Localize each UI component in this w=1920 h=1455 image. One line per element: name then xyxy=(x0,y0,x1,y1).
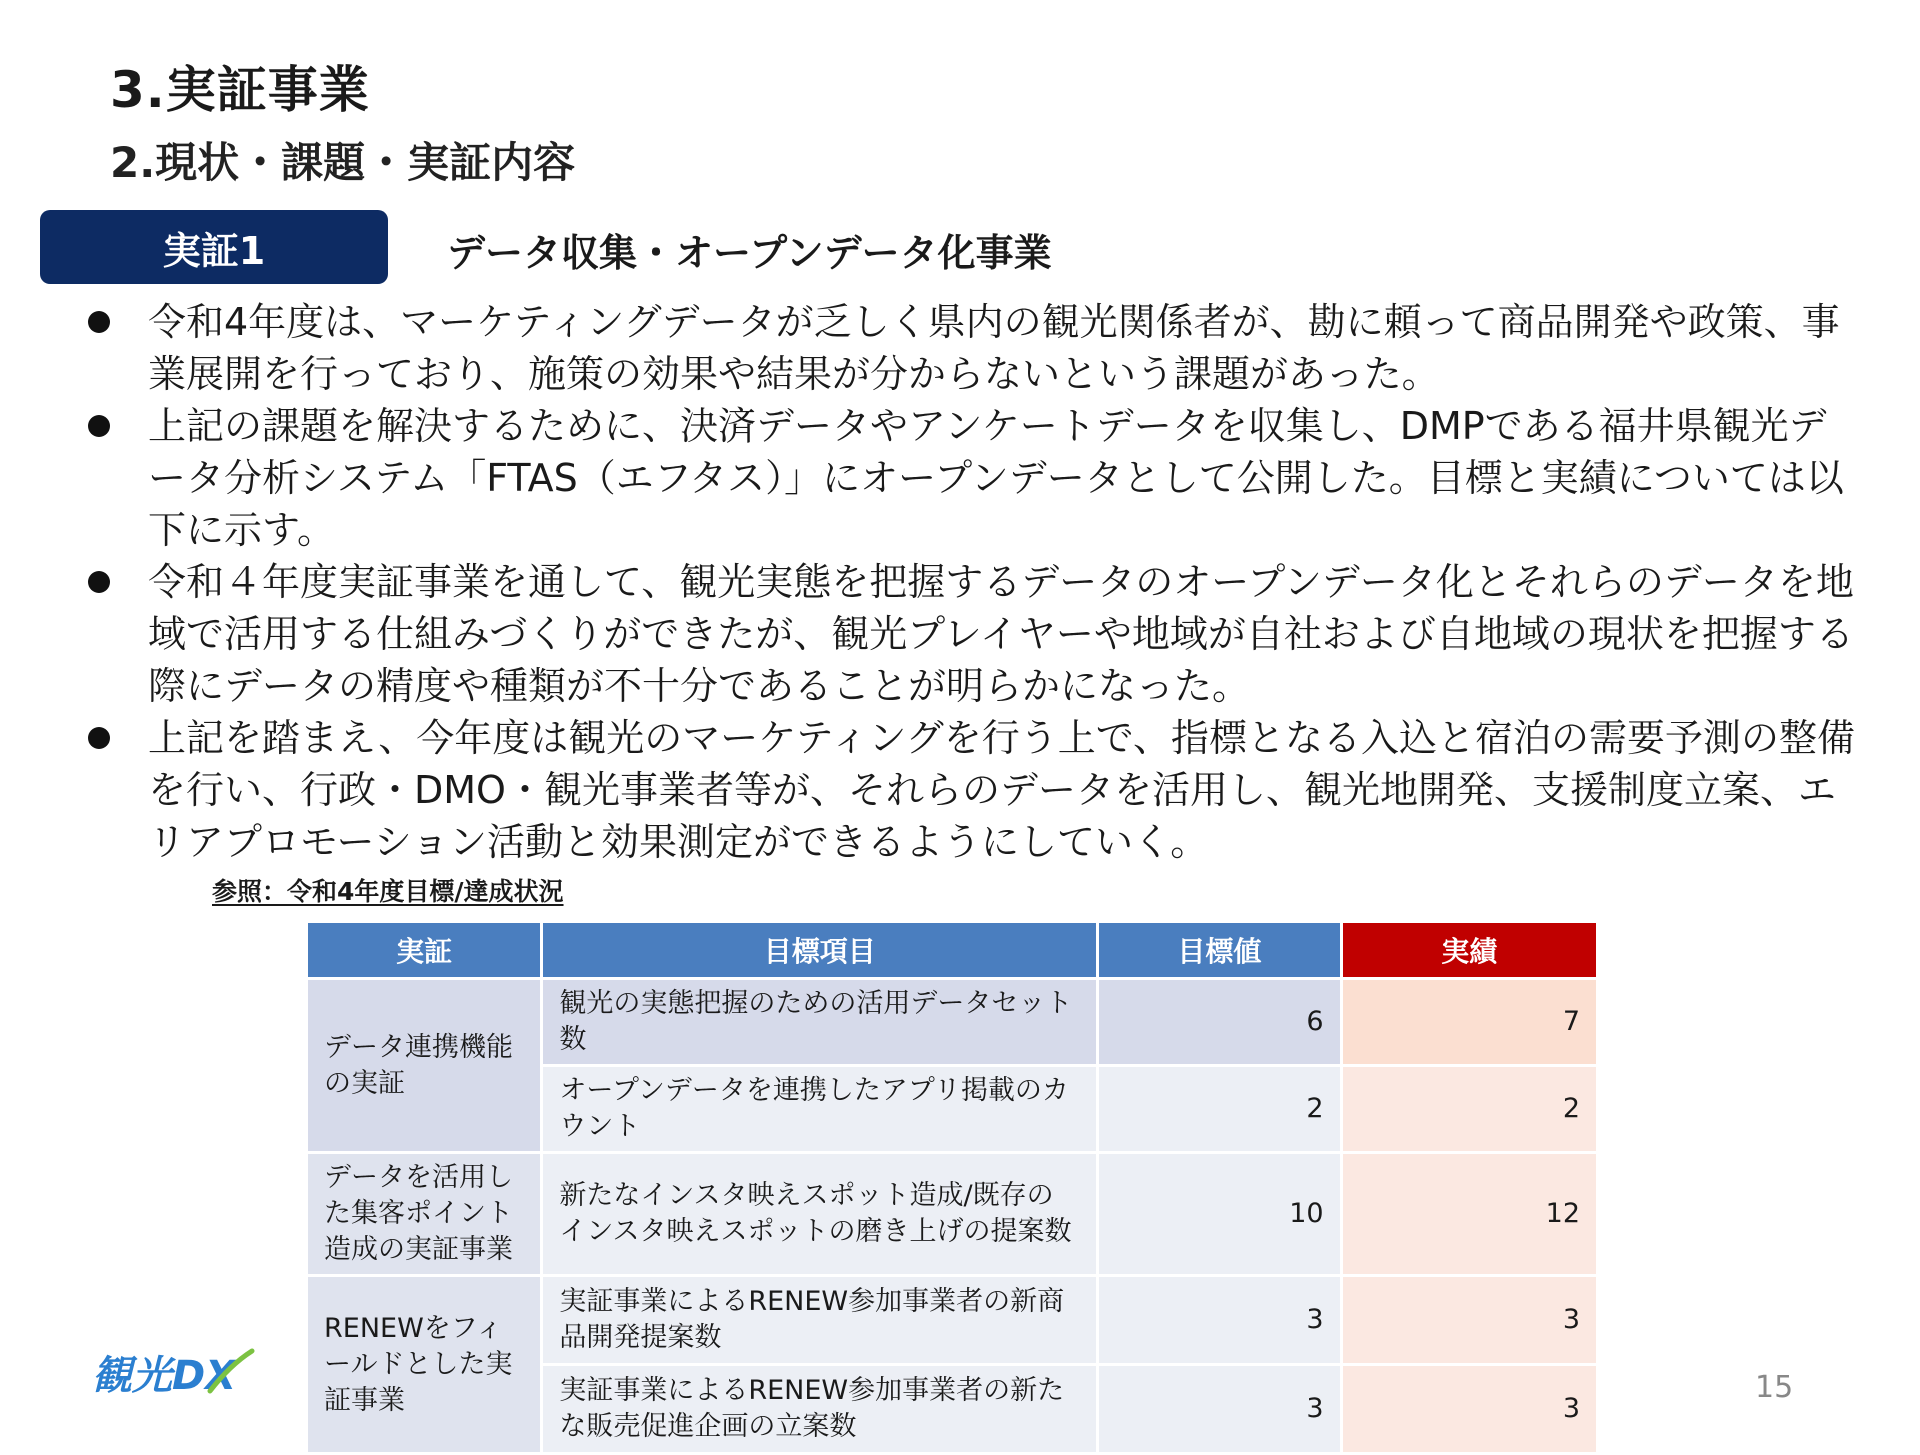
page-number: 15 xyxy=(1755,1370,1794,1405)
page-title: 3.実証事業 xyxy=(110,61,370,119)
actual-cell: 3 xyxy=(1343,1366,1596,1452)
header-item: 目標項目 xyxy=(543,923,1096,977)
actual-cell: 3 xyxy=(1343,1277,1596,1363)
bullet-item: 令和4年度は、マーケティングデータが乏しく県内の観光関係者が、勘に頼って商品開発や政策、事業展開を行っており、施策の効果や結果が分からないという課題があった。 xyxy=(80,296,1860,400)
target-cell: 3 xyxy=(1099,1277,1339,1363)
category-cell: RENEWをフィールドとした実証事業 xyxy=(308,1277,540,1452)
item-cell: オープンデータを連携したアプリ掲載のカウント xyxy=(543,1067,1096,1151)
reference-label: 参照：令和4年度目標/達成状況 xyxy=(212,877,564,906)
table-row xyxy=(308,1154,1596,1274)
bullet-item: 上記の課題を解決するために、決済データやアンケートデータを収集し、DMPである福井県観光データ分析システム「FTAS（エフタス）」にオープンデータとして公開した。目標と実績については以下に示す。 xyxy=(80,400,1860,556)
page-subtitle: 2.現状・課題・実証内容 xyxy=(110,138,576,187)
table-row xyxy=(308,1277,1596,1363)
kanko-dx-logo xyxy=(90,1345,260,1401)
target-cell: 6 xyxy=(1099,980,1339,1064)
header-actual: 実績 xyxy=(1343,923,1596,977)
target-cell: 10 xyxy=(1099,1154,1339,1274)
table-row xyxy=(308,980,1596,1064)
bullet-list xyxy=(80,296,1860,868)
bullet-item: 令和４年度実証事業を通して、観光実態を把握するデータのオープンデータ化とそれらのデータを地域で活用する仕組みづくりができたが、観光プレイヤーや地域が自社および自地域の現状を把握する際にデータの精度や種類が不十分であることが明らかになった。 xyxy=(80,556,1860,712)
category-cell: データ連携機能の実証 xyxy=(308,980,540,1151)
item-cell: 実証事業によるRENEW参加事業者の新商品開発提案数 xyxy=(543,1277,1096,1363)
table-header-row xyxy=(308,923,1596,977)
actual-cell: 2 xyxy=(1343,1067,1596,1151)
kpi-table xyxy=(305,920,1599,1455)
target-cell: 3 xyxy=(1099,1366,1339,1452)
item-cell: 観光の実態把握のための活用データセット数 xyxy=(543,980,1096,1064)
bullet-item: 上記を踏まえ、今年度は観光のマーケティングを行う上で、指標となる入込と宿泊の需要予測の整備を行い、行政・DMO・観光事業者等が、それらのデータを活用し、観光地開発、支援制度立案、エリアプロモーション活動と効果測定ができるようにしていく。 xyxy=(80,712,1860,868)
section-badge: 実証1 xyxy=(40,210,388,284)
item-cell: 実証事業によるRENEW参加事業者の新たな販売促進企画の立案数 xyxy=(543,1366,1096,1452)
header-category: 実証 xyxy=(308,923,540,977)
item-cell: 新たなインスタ映えスポット造成/既存のインスタ映えスポットの磨き上げの提案数 xyxy=(543,1154,1096,1274)
section-heading: データ収集・オープンデータ化事業 xyxy=(447,231,1052,275)
logo-text: 観光DX xyxy=(92,1353,237,1399)
actual-cell: 7 xyxy=(1343,980,1596,1064)
category-cell: データを活用した集客ポイント造成の実証事業 xyxy=(308,1154,540,1274)
header-target: 目標値 xyxy=(1099,923,1339,977)
target-cell: 2 xyxy=(1099,1067,1339,1151)
actual-cell: 12 xyxy=(1343,1154,1596,1274)
